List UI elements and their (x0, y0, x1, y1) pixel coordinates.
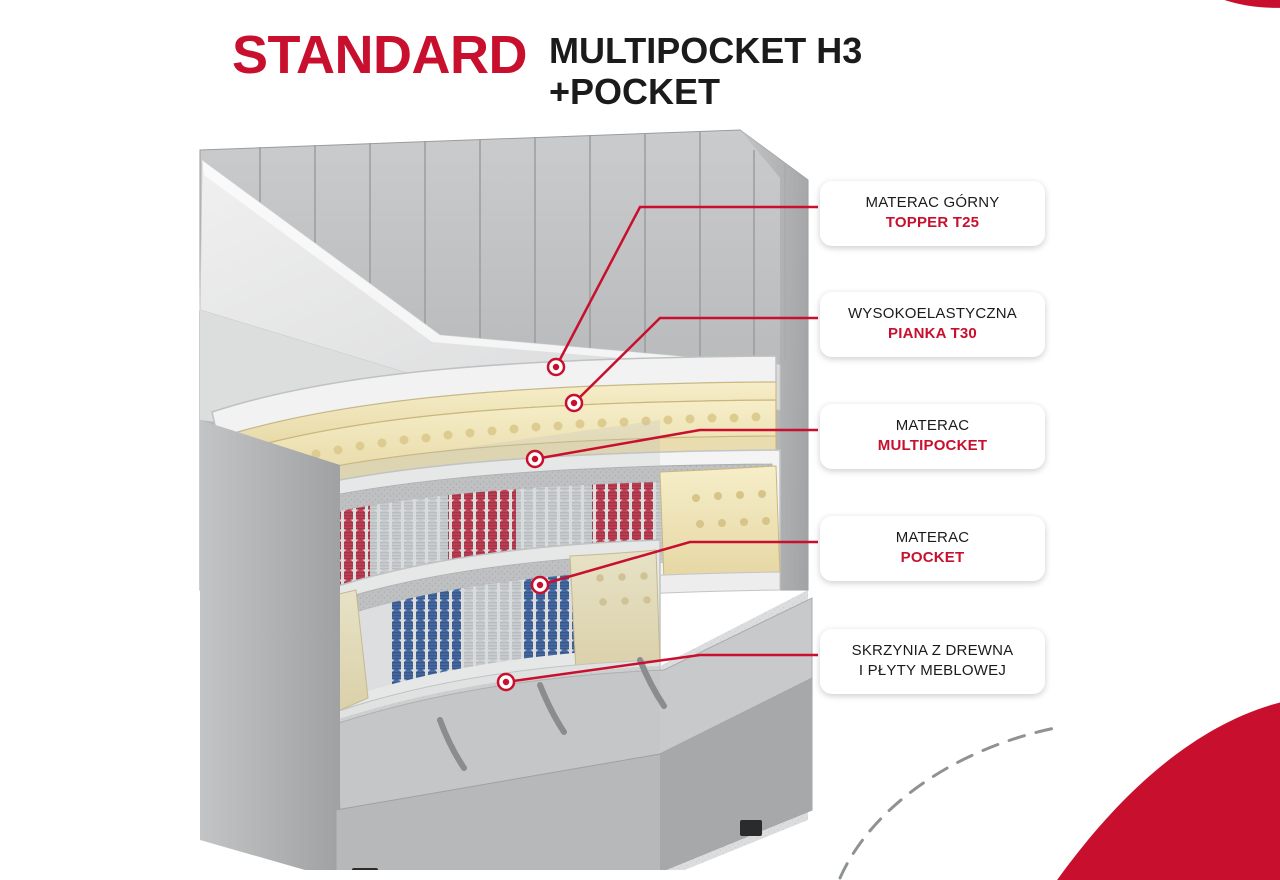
red-swoosh-top-right-icon (1130, 0, 1280, 70)
title-main: STANDARD (232, 25, 527, 85)
callout-skrzynia (820, 629, 1045, 694)
dashed-arc-icon (830, 710, 1150, 880)
callout-topper (820, 181, 1045, 246)
callout-pocket (820, 516, 1045, 581)
callout-line1: MATERAC (895, 417, 970, 434)
callout-line2: MULTIPOCKET (877, 437, 988, 455)
callout-line1: WYSOKOELASTYCZNA (847, 305, 1018, 322)
callout-pianka (820, 292, 1045, 357)
bed-cutaway-illustration (140, 120, 860, 870)
title-sub-line1: MULTIPOCKET H3 (548, 30, 863, 71)
callout-line2: TOPPER T25 (885, 214, 980, 232)
callout-line1: MATERAC GÓRNY (865, 194, 1000, 211)
title-sub (549, 30, 862, 113)
callout-line1: MATERAC (895, 529, 970, 546)
page-title (232, 25, 1112, 113)
callout-line2: POCKET (900, 549, 965, 567)
callout-multipocket (820, 404, 1045, 469)
title-sub-line2: +POCKET (548, 71, 721, 113)
callout-line2: I PŁYTY MEBLOWEJ (858, 662, 1007, 680)
callout-line2: PIANKA T30 (888, 325, 977, 343)
callout-line1: SKRZYNIA Z DREWNA (851, 642, 1014, 659)
